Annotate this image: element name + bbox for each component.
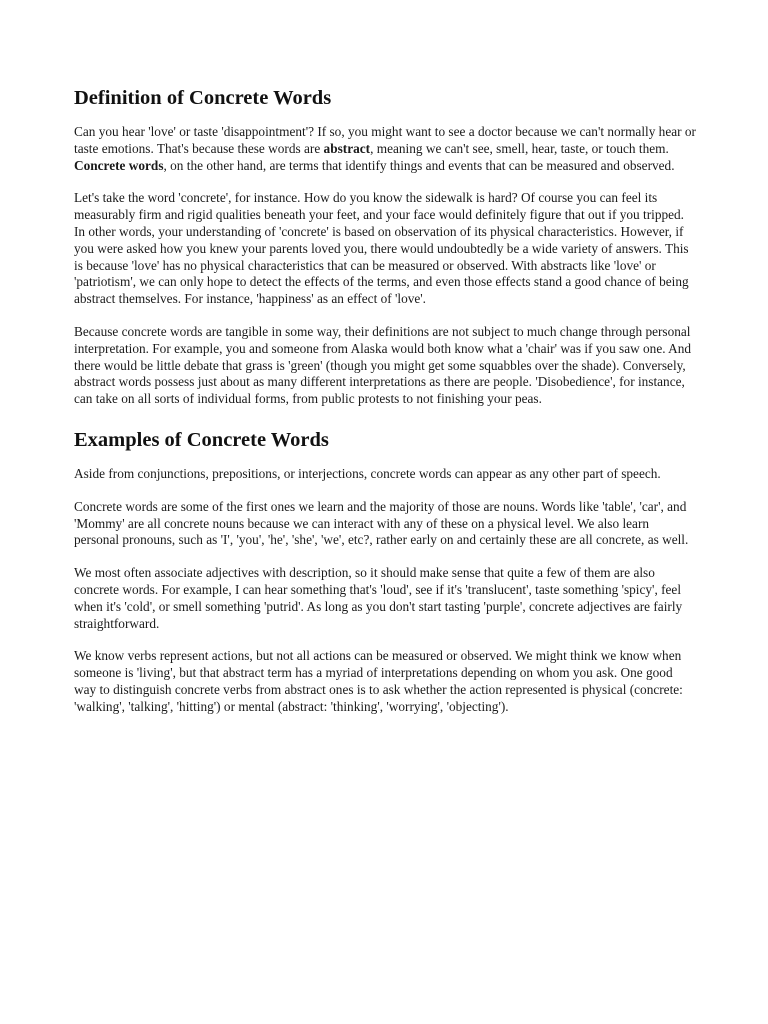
paragraph-concrete-example: Let's take the word 'concrete', for instance. How do you know the sidewalk is hard? Of course you can feel its measurably firm and rigid qualities beneath your feet, and your face would definitely figure that out if you tripped. In other words, your understanding of 'concrete' is based on observation of its physical characteristics. However, if you were asked how you knew your parents loved you, there would undoubtedly be a wide variety of answers. This is because 'love' has no physical characteristics that can be measured or observed. With abstracts like 'love' or 'patriotism', we can only hope to detect the effects of the terms, and even those effects stand a good chance of being abstract themselves. For instance, 'happiness' as an effect of 'love'. [74,190,689,307]
paragraph-text: Can you hear 'love' or taste 'disappointment'? If so, you might want to see a doctor because we can't normally hear or taste emotions. That's because these words are [74,124,696,156]
section-heading-definition: Definition of Concrete Words [74,87,332,109]
bold-term-abstract: abstract [323,140,371,156]
paragraph-interpretation: Because concrete words are tangible in some way, their definitions are not subject to much change through personal interpretation. For example, you and someone from Alaska would both know what a 'chair' was if you saw one. And there would be little debate that grass is 'green' (though you might get some squabbles over the shade). Conversely, abstract words possess just about as many different interpretations as there are people. 'Disobedience', for instance, can take on all sorts of individual forms, from public protests to not finishing your peas. [74,323,692,407]
bold-term-concrete-words: Concrete words [74,157,164,173]
paragraph-nouns: Concrete words are some of the first ones we learn and the majority of those are nouns. Words like 'table', 'car', and 'Mommy' are all concrete nouns because we can interact with any of these on a physical level. We also learn personal pronouns, such as 'I', 'you', 'he', 'she', 'we', etc?, rather early on and certainly these are all concrete, as well. [74,498,689,548]
document-page [74,84,696,732]
paragraph-text: , meaning we can't see, smell, hear, taste, or touch them. [370,140,669,156]
paragraph-text: , on the other hand, are terms that identify things and events that can be measured and observed. [163,157,675,173]
paragraph-definition-intro [74,124,696,174]
paragraph-adjectives: We most often associate adjectives with description, so it should make sense that quite a few of them are also concrete words. For example, I can hear something that's 'loud', see if it's 'translucent', taste something 'spicy', feel when it's 'cold', or smell something 'putrid'. As long as you don't start tasting 'purple', concrete adjectives are fairly straightforward. [74,565,683,631]
paragraph-parts-of-speech: Aside from conjunctions, prepositions, or interjections, concrete words can appear as any other part of speech. [74,465,661,481]
section-heading-examples: Examples of Concrete Words [74,428,329,451]
paragraph-verbs: We know verbs represent actions, but not all actions can be measured or observed. We might think we know when someone is 'living', but that abstract term has a myriad of interpretations depending on whom you ask. One good way to distinguish concrete verbs from abstract ones is to ask whether the action represented is physical (concrete: 'walking', 'talking', 'hitting') or mental (abstract: 'thinking', 'worrying', 'objecting'). [74,648,683,714]
